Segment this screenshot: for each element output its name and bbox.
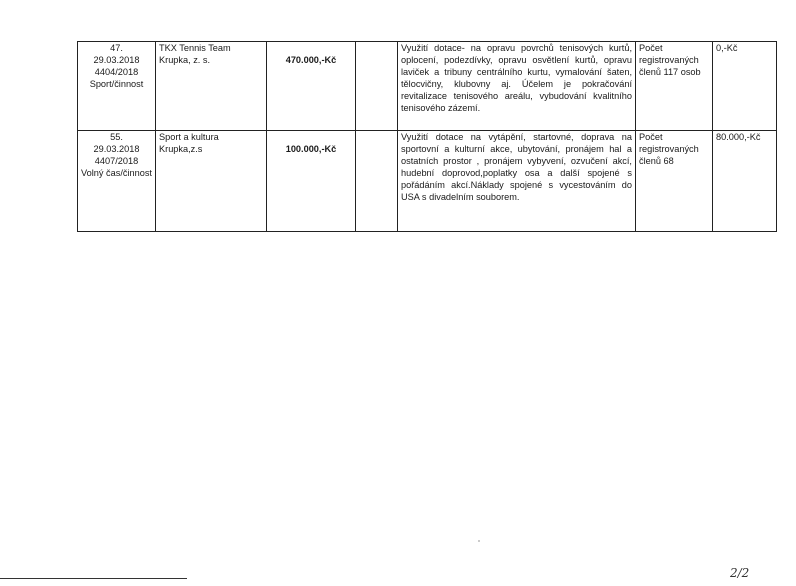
granted-amount: 80.000,-Kč: [713, 131, 777, 232]
requested-amount: 470.000,-Kč: [267, 42, 356, 131]
request-id-cell: [78, 131, 156, 232]
request-date: 29.03.2018: [93, 144, 140, 154]
footnote-separator: [0, 578, 187, 579]
request-number: 55.: [110, 132, 123, 142]
request-ref: 4407/2018: [94, 156, 139, 166]
purpose-cell: Využití dotace- na opravu povrchů tenisových kurtů, oplocení, podezdívky, opravu osvětlení kurtů, opravu laviček a tribuny centrálního kurtu, vymalování šaten, tělocvičny, klubovny aj. Účelem je pokračování revitalizace tenisového areálu, vybudování kvalitního tenisového zázemí.: [398, 42, 636, 131]
requested-amount: 100.000,-Kč: [267, 131, 356, 232]
applicant-cell: TKX Tennis Team Krupka, z. s.: [156, 42, 267, 131]
purpose-cell: Využití dotace na vytápění, startovné, doprava na sportovní a kulturní akce, ubytování, pronájem hal a ostatních prostor , pronájem vybyvení, ozvučení akcí, hudební doprovod,poplatky osa a další spojené s pořádáním akcí.Náklady spojené s vycestováním do USA s divadelním souborem.: [398, 131, 636, 232]
applicant-cell: Sport a kultura Krupka,z.s: [156, 131, 267, 232]
request-id-cell: [78, 42, 156, 131]
request-category: Volný čas/činnost: [81, 168, 152, 178]
scan-speck: [478, 540, 480, 542]
request-number: 47.: [110, 43, 123, 53]
granted-amount: 0,-Kč: [713, 42, 777, 131]
request-category: Sport/činnost: [89, 79, 144, 89]
grant-table: [77, 41, 777, 232]
request-ref: 4404/2018: [94, 67, 139, 77]
empty-cell: [356, 131, 398, 232]
table-row: [78, 131, 777, 232]
table-row: [78, 42, 777, 131]
empty-cell: [356, 42, 398, 131]
members-cell: Počet registrovaných členů 117 osob: [636, 42, 713, 131]
request-date: 29.03.2018: [93, 55, 140, 65]
page-number: 2/2: [730, 566, 750, 580]
members-cell: Počet registrovaných členů 68: [636, 131, 713, 232]
